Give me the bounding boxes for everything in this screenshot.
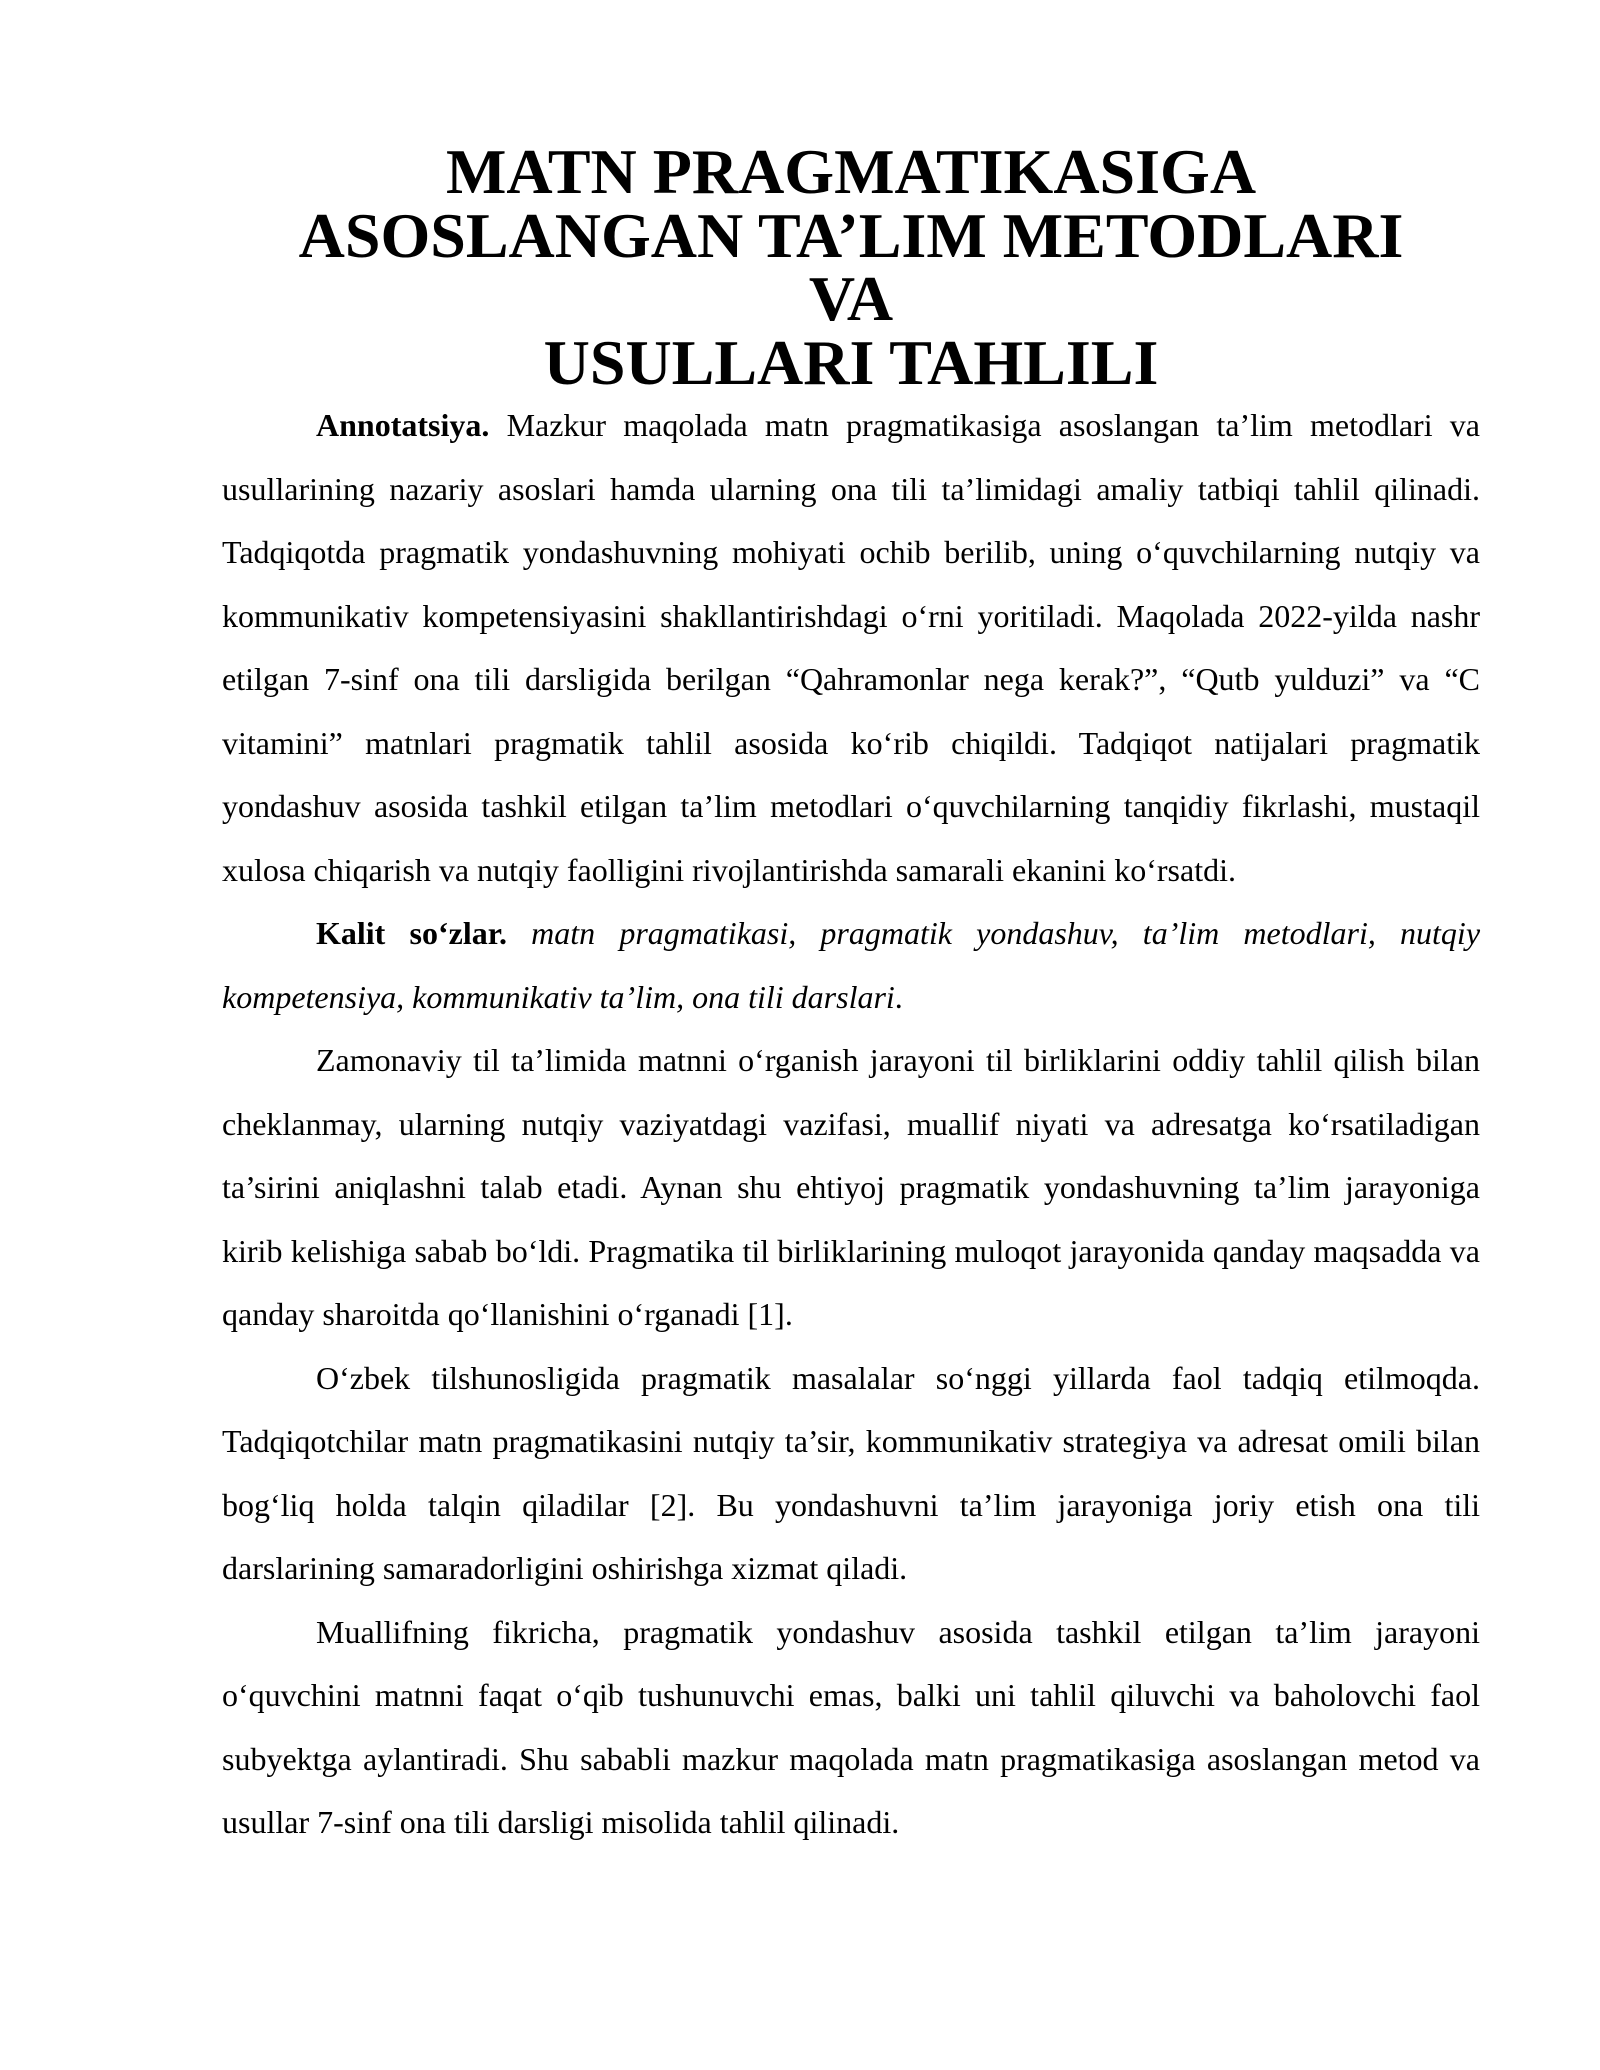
body-paragraph-1: Zamonaviy til ta’limida matnni o‘rganish jarayoni til birliklarini oddiy tahlil qilish bilan cheklanmay, ularning nutqiy vaziyatdagi vazifasi, muallif niyati va adresatga ko‘rsatiladigan ta’sirini aniqlashni talab etadi. Aynan shu ehtiyoj pragmatik yondashuvning ta’lim jarayoniga kirib kelishiga sabab bo‘ldi. Pragmatika til birliklarining muloqot jarayonida qanday maqsadda va qanday sharoitda qo‘llanishini o‘rganadi [1]. [222, 1042, 1480, 1332]
keywords-end: . [894, 978, 903, 1015]
annotation-label: Annotatsiya. [316, 407, 490, 443]
annotation-paragraph [222, 394, 1480, 902]
article-title-line-1: MATN PRAGMATIKASIGA ASOSLANGAN TA’LIM METODLARI VA [298, 136, 1404, 334]
document-page [222, 136, 1481, 1855]
article-title-line-2: USULLARI TAHLILI [543, 326, 1159, 398]
annotation-text: Mazkur maqolada matn pragmatikasiga asoslangan ta’lim metodlari va usullarining nazariy asoslari hamda ularning ona tili ta’limidagi amaliy tatbiqi tahlil qilinadi. Tadqiqotda pragmatik yondashuvning mohiyati ochib berilib, uning o‘quvchilarning nutqiy va kommunikativ kompetensiyasini shakllantirishdagi o‘rni yoritiladi. Maqolada 2022-yilda nashr etilgan 7-sinf ona tili darsligida berilgan “Qahramonlar nega kerak?”, “Qutb yulduzi” va “C vitamini” matnlari pragmatik tahlil asosida ko‘rib chiqildi. Tadqiqot natijalari pragmatik yondashuv asosida tashkil etilgan ta’lim metodlari o‘quvchilarning tanqidiy fikrlashi, mustaqil xulosa chiqarish va nutqiy faolligini rivojlantirishda samarali ekanini ko‘rsatdi. [222, 407, 1481, 888]
keywords-label: Kalit so‘zlar. [316, 915, 507, 951]
body-paragraph-3: Muallifning fikricha, pragmatik yondashuv asosida tashkil etilgan ta’lim jarayoni o‘quvchini matnni faqat o‘qib tushunuvchi emas, balki uni tahlil qiluvchi va baholovchi faol subyektga aylantiradi. Shu sababli mazkur maqolada matn pragmatikasiga asoslangan metod va usullar 7-sinf ona tili darsligi misolida tahlil qilinadi. [222, 1613, 1480, 1840]
article-title [222, 136, 1480, 398]
keywords-paragraph [222, 902, 1480, 1029]
keywords-text: matn pragmatikasi, pragmatik yondashuv, ta’lim metodlari, nutqiy kompetensiya, kommunikativ ta’lim, ona tili darslari [222, 915, 1481, 1015]
body-paragraph-2: O‘zbek tilshunosligida pragmatik masalalar so‘nggi yillarda faol tadqiq etilmoqda. Tadqiqotchilar matn pragmatikasini nutqiy ta’sir, kommunikativ strategiya va adresat omili bilan bog‘liq holda talqin qiladilar [2]. Bu yondashuvni ta’lim jarayoniga joriy etish ona tili darslarining samaradorligini oshirishga xizmat qiladi. [222, 1359, 1480, 1586]
